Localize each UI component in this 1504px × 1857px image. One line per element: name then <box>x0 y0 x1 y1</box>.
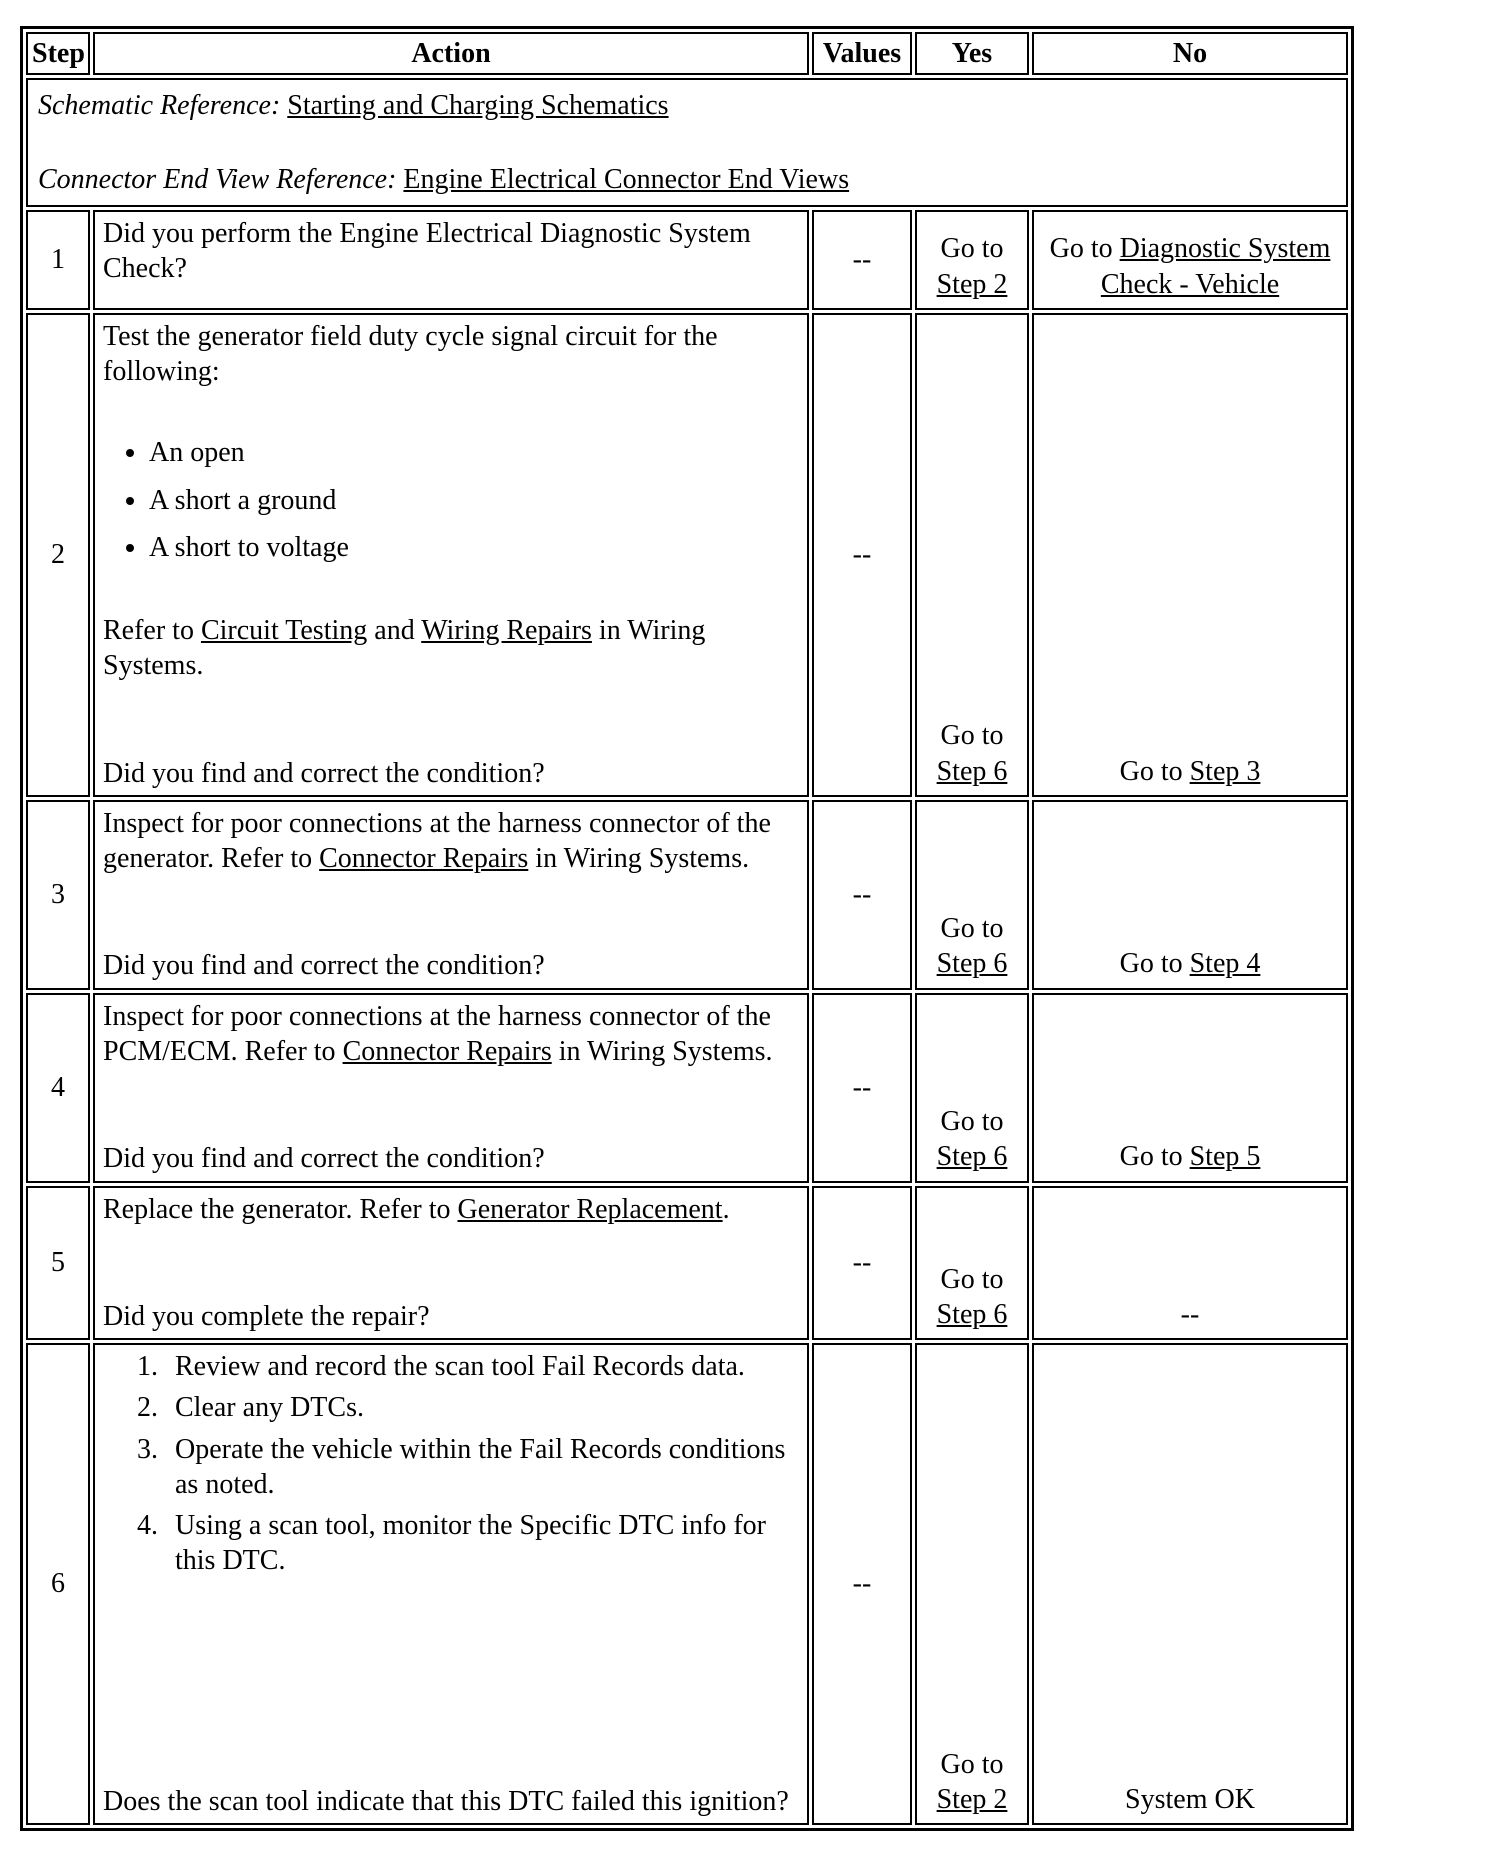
values-cell: -- <box>812 210 912 310</box>
text-run: . <box>722 1193 730 1225</box>
action-cell <box>93 800 809 990</box>
action-paragraph <box>103 319 799 390</box>
text-run: Replace the generator. Refer to <box>103 1193 458 1225</box>
step-number-cell: 4 <box>26 993 90 1183</box>
list-item: 3. Operate the vehicle within the Fail Records conditions as noted. <box>165 1432 799 1503</box>
connector-end-view-reference <box>38 162 1336 197</box>
spacer <box>103 1105 799 1141</box>
action-paragraph <box>103 613 799 684</box>
text-run: in Wiring Systems. <box>103 615 706 682</box>
text-run: Did you find and correct the condition? <box>103 1143 545 1175</box>
link-generator-replacement[interactable]: Generator Replacement <box>457 1193 723 1225</box>
step-number-cell: 1 <box>26 210 90 310</box>
diagnostic-table <box>20 26 1354 1831</box>
text-run: Go to <box>940 1748 1004 1780</box>
text-run: Go to <box>1119 755 1190 787</box>
col-header-no: No <box>1032 32 1348 75</box>
action-content <box>103 1349 799 1819</box>
schematic-reference-label: Schematic Reference: <box>38 90 281 122</box>
action-content <box>103 216 799 304</box>
link-circuit-testing[interactable]: Circuit Testing <box>200 615 368 647</box>
link-step-3[interactable]: Step 3 <box>1189 755 1261 787</box>
action-paragraph <box>103 1192 799 1227</box>
no-cell <box>1032 800 1348 990</box>
action-paragraph <box>103 948 799 983</box>
action-content <box>103 1192 799 1335</box>
list-item: 4. Using a scan tool, monitor the Specific DTC info for this DTC. <box>165 1508 799 1579</box>
link-wiring-repairs[interactable]: Wiring Repairs <box>421 615 592 647</box>
spacer <box>103 720 799 756</box>
action-paragraph <box>103 1784 799 1819</box>
table-row <box>26 1343 1348 1825</box>
action-cell <box>93 993 809 1183</box>
link-step-2[interactable]: Step 2 <box>936 1783 1008 1815</box>
no-cell <box>1032 210 1348 310</box>
action-paragraph <box>103 756 799 791</box>
no-cell <box>1032 1343 1348 1825</box>
table-row <box>26 993 1348 1183</box>
link-step-4[interactable]: Step 4 <box>1189 948 1261 980</box>
link-step-2[interactable]: Step 2 <box>936 268 1008 300</box>
table-row <box>26 313 1348 797</box>
list-item: • A short to voltage <box>149 530 799 565</box>
yes-cell <box>915 1343 1029 1825</box>
col-header-action: Action <box>93 32 809 75</box>
step-number-cell: 6 <box>26 1343 90 1825</box>
link-engine-electrical-connector-end-views[interactable]: Engine Electrical Connector End Views <box>403 163 850 195</box>
col-header-yes: Yes <box>915 32 1029 75</box>
action-content <box>103 319 799 791</box>
text-run: Test the generator field duty cycle signal circuit for the following: <box>103 320 718 388</box>
no-cell <box>1032 313 1348 797</box>
text-run: Go to <box>940 913 1004 945</box>
action-paragraph <box>103 806 799 877</box>
numbered-list <box>103 1349 799 1585</box>
action-paragraph <box>103 1141 799 1176</box>
text-run: Go to <box>1049 233 1120 265</box>
text-run: Did you find and correct the condition? <box>103 757 545 789</box>
text-run: Go to <box>1119 948 1190 980</box>
values-cell: -- <box>812 1343 912 1825</box>
link-step-6[interactable]: Step 6 <box>936 755 1008 787</box>
text-run: Go to <box>1119 1141 1190 1173</box>
action-paragraph <box>103 999 799 1070</box>
action-content <box>103 806 799 984</box>
text-run: System OK <box>1125 1783 1255 1815</box>
values-cell: -- <box>812 313 912 797</box>
values-cell: -- <box>812 800 912 990</box>
no-cell <box>1032 1186 1348 1341</box>
text-run: Does the scan tool indicate that this DTC failed this ignition? <box>103 1785 789 1817</box>
action-paragraph <box>103 1299 799 1334</box>
action-paragraph <box>103 216 799 287</box>
text-run: Refer to <box>103 615 201 647</box>
schematic-reference <box>38 88 1336 123</box>
link-step-6[interactable]: Step 6 <box>936 948 1008 980</box>
table-row <box>26 210 1348 310</box>
table-row <box>26 800 1348 990</box>
text-run: Did you find and correct the condition? <box>103 950 545 982</box>
action-cell <box>93 1343 809 1825</box>
yes-cell <box>915 210 1029 310</box>
link-step-6[interactable]: Step 6 <box>936 1298 1008 1330</box>
step-number-cell: 2 <box>26 313 90 797</box>
table-row <box>26 1186 1348 1341</box>
text-run: Did you perform the Engine Electrical Diagnostic System Check? <box>103 217 751 285</box>
yes-cell <box>915 993 1029 1183</box>
reference-cell <box>26 78 1348 207</box>
col-header-values: Values <box>812 32 912 75</box>
text-run: and <box>367 615 422 647</box>
text-run: Inspect for poor connections at the harness connector of the generator. Refer to <box>103 807 771 875</box>
text-run: Did you complete the repair? <box>103 1300 430 1332</box>
text-run: in Wiring Systems. <box>528 843 750 875</box>
link-diagnostic-system-check-vehicle[interactable]: Diagnostic System Check - Vehicle <box>1100 233 1331 300</box>
text-run: -- <box>1180 1298 1200 1330</box>
link-connector-repairs[interactable]: Connector Repairs <box>319 843 529 875</box>
action-content <box>103 999 799 1177</box>
yes-cell <box>915 800 1029 990</box>
list-item: 2. Clear any DTCs. <box>165 1390 799 1425</box>
spacer <box>103 912 799 948</box>
link-connector-repairs[interactable]: Connector Repairs <box>342 1035 552 1067</box>
list-item: • An open <box>149 435 799 470</box>
step-number-cell: 3 <box>26 800 90 990</box>
step-number-cell: 5 <box>26 1186 90 1341</box>
action-cell <box>93 313 809 797</box>
values-cell: -- <box>812 1186 912 1341</box>
connector-reference-label: Connector End View Reference: <box>38 163 397 195</box>
link-step-5[interactable]: Step 5 <box>1189 1141 1261 1173</box>
yes-cell <box>915 1186 1029 1341</box>
spacer <box>103 1263 799 1299</box>
list-item: 1. Review and record the scan tool Fail Records data. <box>165 1349 799 1384</box>
col-header-step: Step <box>26 32 90 75</box>
list-item: • A short a ground <box>149 483 799 518</box>
bullet-list <box>103 435 799 577</box>
link-step-6[interactable]: Step 6 <box>936 1141 1008 1173</box>
link-starting-and-charging-schematics[interactable]: Starting and Charging Schematics <box>287 90 669 122</box>
action-cell <box>93 1186 809 1341</box>
spacer <box>103 1585 799 1784</box>
yes-cell <box>915 313 1029 797</box>
text-run: Go to <box>940 233 1004 265</box>
text-run: Go to <box>940 720 1004 752</box>
header-row <box>26 32 1348 75</box>
action-cell <box>93 210 809 310</box>
values-cell: -- <box>812 993 912 1183</box>
text-run: in Wiring Systems. <box>551 1035 773 1067</box>
steps-body <box>26 78 1348 1825</box>
no-cell <box>1032 993 1348 1183</box>
reference-row <box>26 78 1348 207</box>
text-run: Inspect for poor connections at the harness connector of the PCM/ECM. Refer to <box>103 1000 771 1067</box>
text-run: Go to <box>940 1263 1004 1295</box>
text-run: Go to <box>940 1105 1004 1137</box>
